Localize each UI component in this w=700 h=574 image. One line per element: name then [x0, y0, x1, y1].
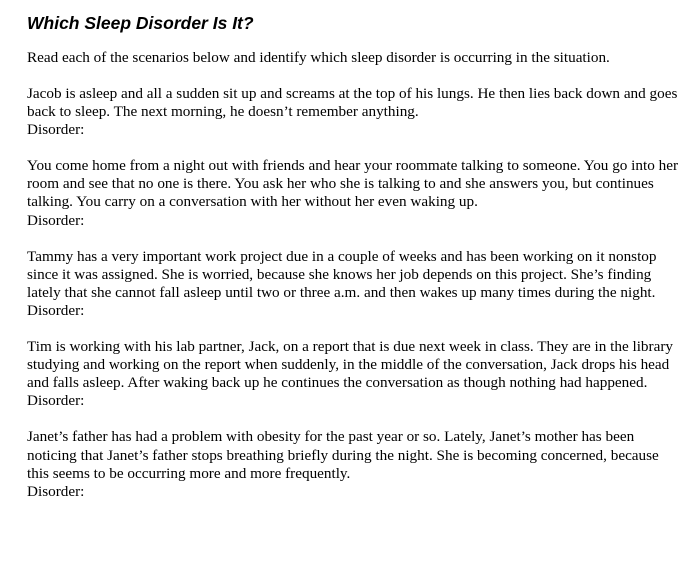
- scenario-text: You come home from a night out with friends and hear your roommate talking to someone. You go into her room and see that no one is there. You ask her who she is talking to and she answers you, but continues talking. You carry on a conversation with her without her even waking up.: [27, 157, 678, 211]
- instructions: Read each of the scenarios below and identify which sleep disorder is occurring in the situation.: [27, 49, 610, 66]
- scenario-text: Tammy has a very important work project due in a couple of weeks and has been working on it nonstop since it was assigned. She is worried, because she knows her job depends on this project. She’s finding lately that she cannot fall asleep until two or three a.m. and then wakes up many times during the night.: [27, 247, 657, 301]
- scenario-2: [27, 157, 682, 229]
- scenario-text: Jacob is asleep and all a sudden sit up and screams at the top of his lungs. He then lies back down and goes back to sleep. The next morning, he doesn’t remember anything.: [27, 85, 678, 121]
- scenario-1: [27, 85, 682, 139]
- disorder-label: Disorder:: [27, 301, 85, 319]
- worksheet-title: Which Sleep Disorder Is It?: [27, 13, 254, 33]
- scenario-3: [27, 248, 682, 320]
- disorder-label: Disorder:: [27, 392, 85, 410]
- scenario-5: [27, 428, 682, 500]
- disorder-label: Disorder:: [27, 211, 85, 229]
- scenario-text: Janet’s father has had a problem with obesity for the past year or so. Lately, Janet’s mother has been noticing that Janet’s father stops breathing briefly during the night. She is becoming concerned, because this seems to be occurring more and more frequently.: [27, 428, 659, 482]
- scenario-4: [27, 338, 682, 410]
- disorder-label: Disorder:: [27, 482, 85, 500]
- disorder-label: Disorder:: [27, 121, 85, 139]
- scenario-text: Tim is working with his lab partner, Jack, on a report that is due next week in class. They are in the library studying and working on the report when suddenly, in the middle of the conversation, Jack drops his head and falls asleep. After waking back up he continues the conversation as though nothing had happened.: [27, 338, 673, 392]
